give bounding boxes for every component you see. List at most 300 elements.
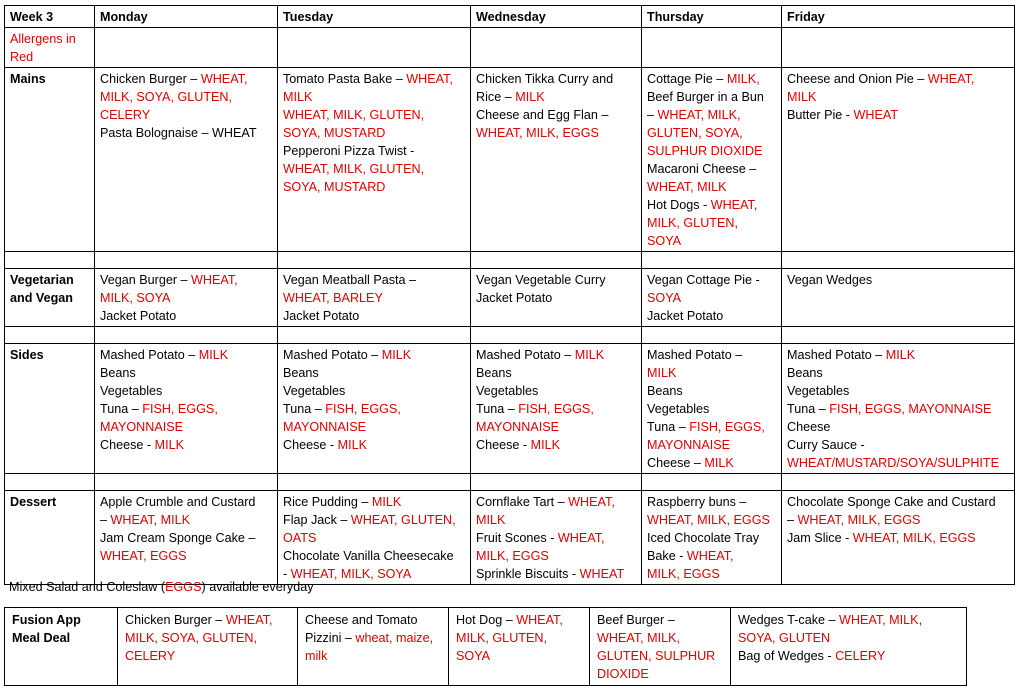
allergen-text: WHEAT, MILK [110,513,191,527]
menu-line [647,511,776,529]
dish-text: Beans [476,366,512,380]
menu-line [647,70,776,88]
allergen-note: Allergens in Red [5,28,95,68]
menu-line [597,629,725,647]
allergen-text: WHEAT, [406,72,453,86]
menu-line [100,418,272,436]
menu-line [456,647,584,665]
dish-text: Jacket Potato [647,309,724,323]
menu-line [476,547,636,565]
dish-text: Chicken Burger – [125,613,226,627]
menu-line [305,611,443,629]
menu-line [476,106,636,124]
menu-line [100,493,272,511]
menu-cell [95,269,278,327]
menu-line [476,346,636,364]
menu-line [283,289,465,307]
dish-text: Jam Slice - [787,531,853,545]
menu-cell [471,68,642,252]
dish-text: Vegan Vegetable Curry [476,273,606,287]
menu-line [787,106,1009,124]
dish-text: Vegetables [787,384,850,398]
meal-deal-cell [731,608,967,686]
menu-line [647,529,776,547]
allergen-text: MAYONNAISE [476,420,560,434]
allergen-text: SOYA [647,234,682,248]
header-row [5,6,1015,28]
menu-line [476,400,636,418]
dish-text: Iced Chocolate Tray [647,531,760,545]
allergen-text: CELERY [835,649,886,663]
dish-text: Vegan Cottage Pie - [647,273,760,287]
allergen-text: FISH, EGGS, [518,402,594,416]
dish-text: Bake - [647,549,687,563]
allergen-text: FISH, EGGS, [325,402,401,416]
dish-text: Tuna – [476,402,519,416]
allergen-text: WHEAT/MUSTARD/SOYA/SULPHITE [787,456,1000,470]
allergen-text: MILK [337,438,368,452]
menu-line [787,400,1009,418]
menu-line [305,629,443,647]
dish-text: Cottage Pie – [647,72,727,86]
allergen-text: WHEAT, GLUTEN, [350,513,456,527]
allergen-text: WHEAT, MILK, [839,613,923,627]
menu-line [597,665,725,683]
menu-line [597,611,725,629]
menu-line [100,88,272,106]
empty-cell [642,252,782,269]
menu-line [125,611,292,629]
allergen-text: MAYONNAISE [647,438,731,452]
menu-line [647,493,776,511]
empty-cell [5,327,95,344]
menu-line [283,271,465,289]
menu-cell [471,269,642,327]
dish-text: Pasta Bolognaise – WHEAT [100,126,257,140]
empty-cell [278,327,471,344]
menu-line [283,124,465,142]
menu-line [647,307,776,325]
day-header-tuesday: Tuesday [278,6,471,28]
menu-line [787,271,1009,289]
menu-line [476,565,636,583]
menu-cell [642,344,782,474]
menu-line [283,70,465,88]
menu-line [647,454,776,472]
allergen-text: WHEAT, [200,72,248,86]
salad-note-allergen: EGGS [165,580,202,594]
allergen-text: WHEAT, [557,531,605,545]
menu-line [125,629,292,647]
menu-row-dessert [5,491,1015,585]
dish-text: Vegan Wedges [787,273,873,287]
dish-text: Cheese and Onion Pie – [787,72,928,86]
dish-text: Mashed Potato – [283,348,382,362]
menu-cell [642,491,782,585]
menu-cell [642,68,782,252]
dish-text: Vegan Burger – [100,273,192,287]
menu-line [787,454,1009,472]
allergen-text: MAYONNAISE [283,420,367,434]
dish-text: Vegetables [647,402,710,416]
menu-line [476,124,636,142]
dish-text: Jacket Potato [476,291,553,305]
dish-text: Tomato Pasta Bake – [283,72,407,86]
menu-line [283,529,465,547]
menu-line [456,629,584,647]
allergen-text: WHEAT, MILK, EGGS [797,513,921,527]
allergen-text: WHEAT, MILK, [657,108,741,122]
dish-text: Jacket Potato [100,309,177,323]
menu-line [100,382,272,400]
menu-line [647,196,776,214]
menu-line [647,400,776,418]
menu-line [100,271,272,289]
menu-line [476,529,636,547]
dish-text: Beans [283,366,319,380]
empty-cell [471,28,642,68]
menu-line [283,88,465,106]
menu-line [100,436,272,454]
menu-line [787,346,1009,364]
menu-line [283,418,465,436]
dish-text: Apple Crumble and Custard [100,495,256,509]
menu-line [738,629,961,647]
menu-cell [642,269,782,327]
empty-cell [471,474,642,491]
empty-cell [95,327,278,344]
dish-text: - [283,567,291,581]
empty-cell [95,474,278,491]
menu-line [647,88,776,106]
dish-text: Mashed Potato – [787,348,886,362]
menu-line [100,400,272,418]
allergen-text: WHEAT, EGGS [100,549,187,563]
meal-deal-row [5,608,967,686]
dish-text: Cornflake Tart – [476,495,569,509]
dish-text: Macaroni Cheese – [647,162,757,176]
allergen-text: FISH, EGGS, [689,420,765,434]
meal-deal-cell [590,608,731,686]
menu-cell [782,68,1015,252]
menu-cell [278,344,471,474]
allergen-text: WHEAT [853,108,899,122]
menu-line [283,106,465,124]
menu-line [647,214,776,232]
allergen-text: MILK [885,348,916,362]
allergen-note-row [5,28,1015,68]
menu-cell [278,269,471,327]
dish-text: Beans [647,384,683,398]
allergen-text: MILK [381,348,412,362]
allergen-text: WHEAT, MILK, SOYA [290,567,412,581]
menu-line [283,142,465,160]
allergen-text: WHEAT, MILK, [597,631,681,645]
dish-text: Cheese [787,420,831,434]
meal-deal-table [4,607,967,686]
menu-line [476,70,636,88]
allergen-text: WHEAT, MILK, GLUTEN, [283,162,425,176]
menu-line [476,493,636,511]
menu-line [647,142,776,160]
menu-line [100,124,272,142]
dish-text: Wedges T-cake – [738,613,840,627]
menu-line [476,511,636,529]
empty-cell [642,327,782,344]
menu-line [100,346,272,364]
allergen-text: OATS [283,531,317,545]
dish-text: Butter Pie - [787,108,854,122]
empty-cell [471,327,642,344]
allergen-text: MILK, GLUTEN, [647,216,738,230]
menu-line [283,178,465,196]
allergen-text: MILK [647,366,677,380]
dish-text: – [100,513,111,527]
day-header-thursday: Thursday [642,6,782,28]
dish-text: Tuna – [787,402,830,416]
allergen-text: MILK [515,90,545,104]
allergen-text: SOYA, MUSTARD [283,180,386,194]
menu-line [125,647,292,665]
menu-row-vegetarian [5,269,1015,327]
menu-line [283,511,465,529]
dish-text: Tuna – [100,402,143,416]
menu-line [787,364,1009,382]
dish-text: – [647,108,658,122]
menu-cell [782,269,1015,327]
allergen-text: MILK, SOYA, GLUTEN, [100,90,233,104]
allergen-text: CELERY [100,108,151,122]
menu-line [787,529,1009,547]
menu-cell [278,68,471,252]
menu-line [476,418,636,436]
dish-text: Cheese and Egg Flan – [476,108,609,122]
menu-line [787,88,1009,106]
weekly-menu-table [4,5,1015,585]
allergen-text: MILK [154,438,185,452]
allergen-text: CELERY [125,649,176,663]
allergen-text: SOYA [456,649,491,663]
menu-line [647,106,776,124]
allergen-text: MILK [530,438,561,452]
menu-cell [278,491,471,585]
menu-line [647,178,776,196]
dish-text: Tuna – [283,402,326,416]
dish-text: Rice – [476,90,516,104]
menu-line [100,511,272,529]
dish-text: Chocolate Vanilla Cheesecake [283,549,454,563]
allergen-text: MILK [476,513,506,527]
empty-cell [782,327,1015,344]
allergen-text: WHEAT, MILK, EGGS [852,531,976,545]
allergen-text: MILK, EGGS [647,567,720,581]
salad-note [9,578,314,596]
dish-text: Chocolate Sponge Cake and Custard [787,495,996,509]
menu-line [787,436,1009,454]
allergen-text: FISH, EGGS, [142,402,218,416]
spacer-row [5,252,1015,269]
dish-text: Fruit Scones - [476,531,558,545]
menu-line [476,88,636,106]
menu-cell [471,344,642,474]
spacer-row [5,327,1015,344]
row-label-vegetarian: Vegetarian and Vegan [5,269,95,327]
dish-text: Beef Burger in a Bun [647,90,764,104]
allergen-text: MILK, SOYA, GLUTEN, [125,631,258,645]
menu-line [100,307,272,325]
allergen-text: WHEAT, [710,198,758,212]
allergen-text: MILK [704,456,734,470]
day-header-wednesday: Wednesday [471,6,642,28]
allergen-text: WHEAT, MILK [647,180,727,194]
empty-cell [278,474,471,491]
allergen-text: DIOXIDE [597,667,649,681]
empty-cell [782,474,1015,491]
meal-deal-cell [449,608,590,686]
salad-note-text: Mixed Salad and Coleslaw ( [9,580,166,594]
dish-text: Chicken Burger – [100,72,201,86]
allergen-text: WHEAT, MILK, GLUTEN, [283,108,425,122]
menu-cell [95,491,278,585]
menu-line [283,547,465,565]
dish-text: Pepperoni Pizza Twist - [283,144,415,158]
empty-cell [782,252,1015,269]
empty-cell [5,474,95,491]
allergen-text: WHEAT, MILK, EGGS [647,513,770,527]
allergen-text: WHEAT, [927,72,975,86]
menu-cell [471,491,642,585]
menu-line [283,382,465,400]
dish-text: Vegetables [283,384,346,398]
menu-line [283,160,465,178]
allergen-text: MAYONNAISE [100,420,184,434]
dish-text: Cheese - [283,438,338,452]
empty-cell [278,28,471,68]
allergen-text: MILK [574,348,605,362]
menu-line [283,307,465,325]
allergen-text: MILK, EGGS [476,549,549,563]
dish-text: Hot Dog – [456,613,517,627]
allergen-text: MILK, SOYA [100,291,171,305]
dish-text: Vegetables [476,384,539,398]
dish-text: Jacket Potato [283,309,360,323]
menu-line [647,547,776,565]
salad-note-text-end: ) available everyday [201,580,314,594]
menu-line [283,346,465,364]
menu-line [100,529,272,547]
dish-text: Pizzini – [305,631,356,645]
allergen-text: SOYA [647,291,682,305]
allergen-text: FISH, EGGS, MAYONNAISE [829,402,992,416]
allergen-text: MILK [198,348,229,362]
menu-line [647,565,776,583]
dish-text: Hot Dogs - [647,198,711,212]
empty-cell [278,252,471,269]
meal-deal-cell [298,608,449,686]
menu-line [283,436,465,454]
allergen-text: WHEAT, [191,273,238,287]
empty-cell [471,252,642,269]
row-label-dessert: Dessert [5,491,95,585]
meal-deal-cell [118,608,298,686]
menu-line [647,346,776,364]
menu-row-mains [5,68,1015,252]
allergen-text: MILK [371,495,402,509]
allergen-text: WHEAT, [686,549,734,563]
dish-text: Cheese - [476,438,531,452]
menu-line [647,232,776,250]
dish-text: Curry Sauce - [787,438,865,452]
week-header: Week 3 [5,6,95,28]
dish-text: Flap Jack – [283,513,351,527]
menu-line [476,364,636,382]
meal-deal-label: Fusion App Meal Deal [5,608,118,686]
dish-text: Jam Cream Sponge Cake – [100,531,256,545]
menu-cell [782,344,1015,474]
allergen-text: MILK, GLUTEN, [456,631,547,645]
menu-line [283,364,465,382]
dish-text: Mashed Potato – [476,348,575,362]
allergen-text: SULPHUR DIOXIDE [647,144,763,158]
menu-line [476,271,636,289]
menu-line [787,418,1009,436]
allergen-text: wheat, maize, [355,631,434,645]
allergen-text: MILK, [726,72,760,86]
menu-line [647,382,776,400]
dish-text: Vegan Meatball Pasta – [283,273,417,287]
dish-text: Cheese - [100,438,155,452]
day-header-friday: Friday [782,6,1015,28]
allergen-text: MILK [787,90,817,104]
dish-text: Tuna – [647,420,690,434]
allergen-text: WHEAT [579,567,625,581]
dish-text: Cheese – [647,456,705,470]
day-header-monday: Monday [95,6,278,28]
dish-text: Cheese and Tomato [305,613,418,627]
allergen-text: SOYA, GLUTEN [738,631,831,645]
menu-line [476,289,636,307]
allergen-text: SOYA, MUSTARD [283,126,386,140]
menu-line [100,364,272,382]
allergen-text: MILK [283,90,313,104]
menu-line [787,382,1009,400]
menu-line [647,124,776,142]
empty-cell [95,28,278,68]
menu-cell [782,491,1015,585]
empty-cell [642,474,782,491]
dish-text: Raspberry buns – [647,495,747,509]
row-label-sides: Sides [5,344,95,474]
allergen-text: WHEAT, [516,613,563,627]
menu-line [647,271,776,289]
dish-text: Beans [787,366,823,380]
spacer-row [5,474,1015,491]
menu-line [476,436,636,454]
allergen-text: WHEAT, MILK, EGGS [476,126,599,140]
dish-text: Rice Pudding – [283,495,372,509]
allergen-text: GLUTEN, SULPHUR [597,649,716,663]
menu-line [476,382,636,400]
menu-line [647,160,776,178]
dish-text: Beef Burger – [597,613,675,627]
dish-text: Vegetables [100,384,163,398]
menu-line [787,493,1009,511]
dish-text: Chicken Tikka Curry and [476,72,614,86]
menu-line [100,106,272,124]
empty-cell [95,252,278,269]
menu-line [647,364,776,382]
allergen-text: WHEAT, [568,495,615,509]
